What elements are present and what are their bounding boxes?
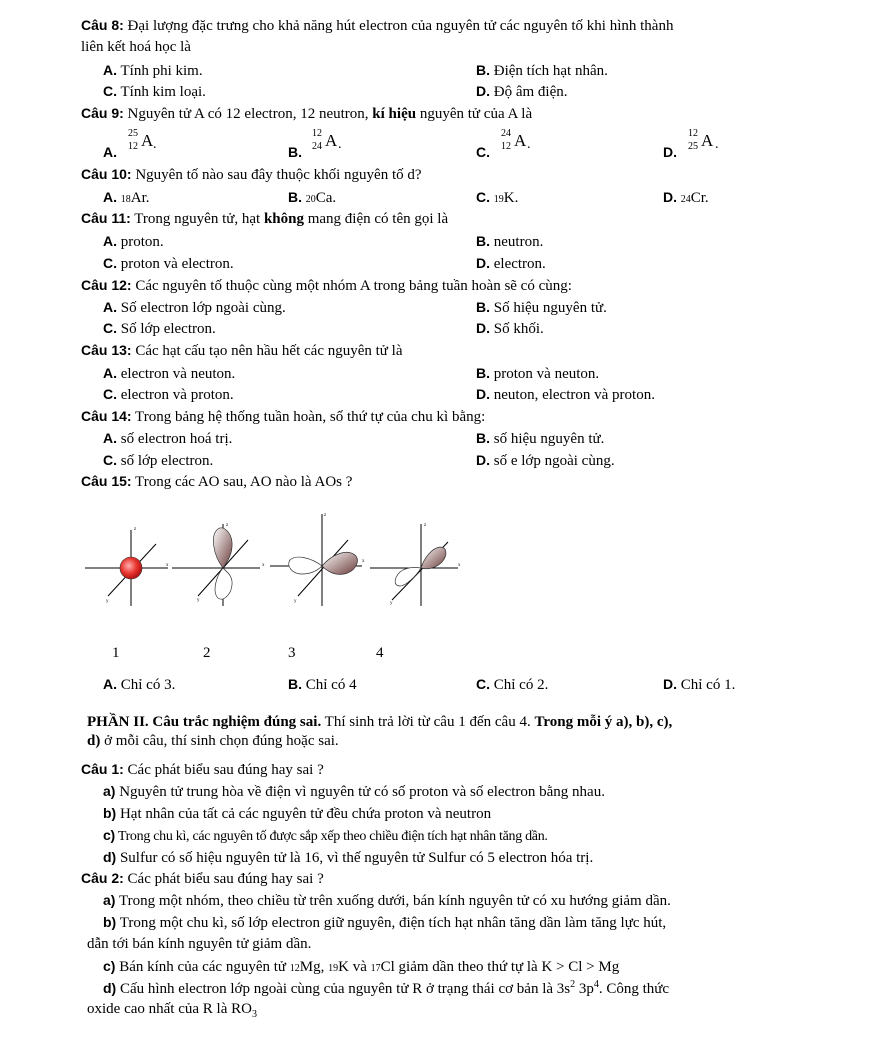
q9-option-b-isotope: 12 24 A . [312, 128, 342, 152]
orbital-number-2: 2 [203, 645, 211, 661]
q15-option-b: B. Chỉ có 4 [288, 676, 357, 693]
svg-text:z: z [134, 527, 137, 532]
q13-option-b: B. proton và neuton. [476, 365, 600, 382]
p2-statement-c: c) Bán kính của các nguyên tử 12Mg, 19K và 17Cl giảm dần theo thứ tự là K > Cl > Mg [103, 958, 620, 975]
q13-option-d: D. neuton, electron và proton. [476, 386, 655, 403]
q10-option-b: B. 20Ca. [288, 189, 337, 206]
q15-stem: Câu 15: Trong các AO sau, AO nào là AOs ? [81, 473, 353, 490]
q14-option-d: D. số e lớp ngoài cùng. [476, 452, 615, 469]
p1-statement-b: b) Hạt nhân của tất cả các nguyên tử đều chứa proton và neutron [103, 805, 492, 822]
q9-option-d-label: D. [663, 144, 677, 160]
q12-option-c: C. Số lớp electron. [103, 320, 216, 337]
q8-option-c: C. Tính kim loại. [103, 83, 206, 100]
q13-option-a: A. electron và neuton. [103, 365, 236, 382]
q11-option-c: C. proton và electron. [103, 255, 234, 272]
orbital-number-3: 3 [288, 645, 296, 661]
q12-stem: Câu 12: Các nguyên tố thuộc cùng một nhóm A trong bảng tuần hoàn sẽ có cùng: [81, 277, 572, 294]
svg-text:y: y [197, 598, 200, 603]
s-orbital-sphere [120, 557, 142, 579]
q9-option-a-label: A. [103, 144, 117, 160]
q10-option-a: A. 18Ar. [103, 189, 150, 206]
q9-option-c-label: C. [476, 144, 490, 160]
q11-option-a: A. proton. [103, 233, 164, 250]
p1-stem: Câu 1: Các phát biểu sau đúng hay sai ? [81, 761, 324, 778]
q13-option-c: C. electron và proton. [103, 386, 234, 403]
svg-text:x: x [458, 563, 461, 568]
q15-option-d: D. Chỉ có 1. [663, 676, 736, 693]
svg-text:y: y [294, 599, 297, 604]
q13-stem: Câu 13: Các hạt cấu tạo nên hầu hết các nguyên tử là [81, 342, 403, 359]
part2-heading: PHẦN II. Câu trắc nghiệm đúng sai. Thí sinh trả lời từ câu 1 đến câu 4. Trong mỗi ý a), b), c), [87, 714, 673, 730]
q9-stem: Câu 9: Nguyên tử A có 12 electron, 12 neutron, kí hiệu nguyên tử của A là [81, 105, 533, 122]
q10-option-d: D. 24Cr. [663, 189, 709, 206]
orbital-number-4: 4 [376, 645, 384, 661]
orbital-4-py [370, 523, 461, 606]
q14-stem: Câu 14: Trong bảng hệ thống tuần hoàn, số thứ tự của chu kì bằng: [81, 408, 486, 425]
q8-stem: Câu 8: Đại lượng đặc trưng cho khả năng hút electron của nguyên tử các nguyên tố khi hình thành [81, 17, 674, 34]
svg-text:y: y [390, 601, 393, 606]
svg-text:y: y [106, 599, 109, 604]
q8-option-d: D. Độ âm điện. [476, 83, 568, 100]
q12-option-d: D. Số khối. [476, 320, 544, 337]
q8-option-b: B. Điện tích hạt nhân. [476, 62, 608, 79]
q8-option-a: A. Tính phi kim. [103, 62, 203, 79]
p2-statement-d: d) Cấu hình electron lớp ngoài cùng của nguyên tử R ở trạng thái cơ bản là $3s^2$ $3p^4$. Công thức [103, 979, 670, 997]
q9-option-a-isotope: 25 12 A . [128, 128, 157, 152]
p2-stem: Câu 2: Các phát biểu sau đúng hay sai ? [81, 870, 324, 887]
svg-text:x: x [362, 559, 365, 564]
svg-text:z: z [424, 523, 427, 528]
svg-text:z: z [324, 513, 327, 518]
q12-option-a: A. Số electron lớp ngoài cùng. [103, 299, 286, 316]
orbital-2-pz [172, 523, 265, 606]
part2-heading-cont: d) ở mỗi câu, thí sinh chọn đúng hoặc sai. [87, 733, 339, 749]
q14-option-c: C. số lớp electron. [103, 452, 214, 469]
svg-text:x: x [166, 563, 169, 568]
q9-option-c-isotope: 24 12 A . [501, 128, 531, 152]
q14-option-a: A. số electron hoá trị. [103, 430, 233, 447]
q9-option-d-isotope: 12 25 A . [688, 128, 719, 152]
q11-option-b: B. neutron. [476, 233, 544, 250]
q10-option-c: C. 19K. [476, 189, 519, 206]
p2-statement-b: b) Trong một chu kì, số lớp electron giữ nguyên, điện tích hạt nhân tăng dần làm tăng lực hút, [103, 914, 667, 931]
p2-statement-a: a) Trong một nhóm, theo chiều từ trên xuống dưới, bán kính nguyên tử có xu hướng giảm dần. [103, 892, 671, 909]
p1-statement-d: d) Sulfur có số hiệu nguyên tử là 16, vì thế nguyên tử Sulfur có 5 electron hóa trị. [103, 849, 594, 866]
p1-statement-c: c) Trong chu kì, các nguyên tố được sắp xếp theo chiều điện tích hạt nhân tăng dần. [103, 827, 548, 844]
p1-statement-a: a) Nguyên tử trung hòa về điện vì nguyên tử có số proton và số electron bằng nhau. [103, 783, 605, 800]
q9-option-b-label: B. [288, 144, 302, 160]
svg-text:z: z [226, 523, 229, 528]
q14-option-b: B. số hiệu nguyên tử. [476, 430, 605, 447]
q11-stem: Câu 11: Trong nguyên tử, hạt không mang điện có tên gọi là [81, 210, 449, 227]
p2-statement-b-cont: dẫn tới bán kính nguyên tử giảm dần. [87, 936, 312, 952]
q11-option-d: D. electron. [476, 255, 546, 272]
q15-option-a: A. Chỉ có 3. [103, 676, 176, 693]
orbital-figure [80, 510, 480, 620]
orbital-number-1: 1 [112, 645, 120, 661]
svg-text:x: x [262, 563, 265, 568]
q12-option-b: B. Số hiệu nguyên tử. [476, 299, 607, 316]
q15-option-c: C. Chỉ có 2. [476, 676, 549, 693]
q10-stem: Câu 10: Nguyên tố nào sau đây thuộc khối nguyên tố d? [81, 166, 422, 183]
p2-statement-d-cont: oxide cao nhất của R là $RO_3$ [87, 1001, 257, 1020]
orbital-1-s [85, 527, 169, 606]
orbital-3-px [270, 513, 365, 606]
q8-stem-cont: liên kết hoá học là [81, 39, 191, 55]
